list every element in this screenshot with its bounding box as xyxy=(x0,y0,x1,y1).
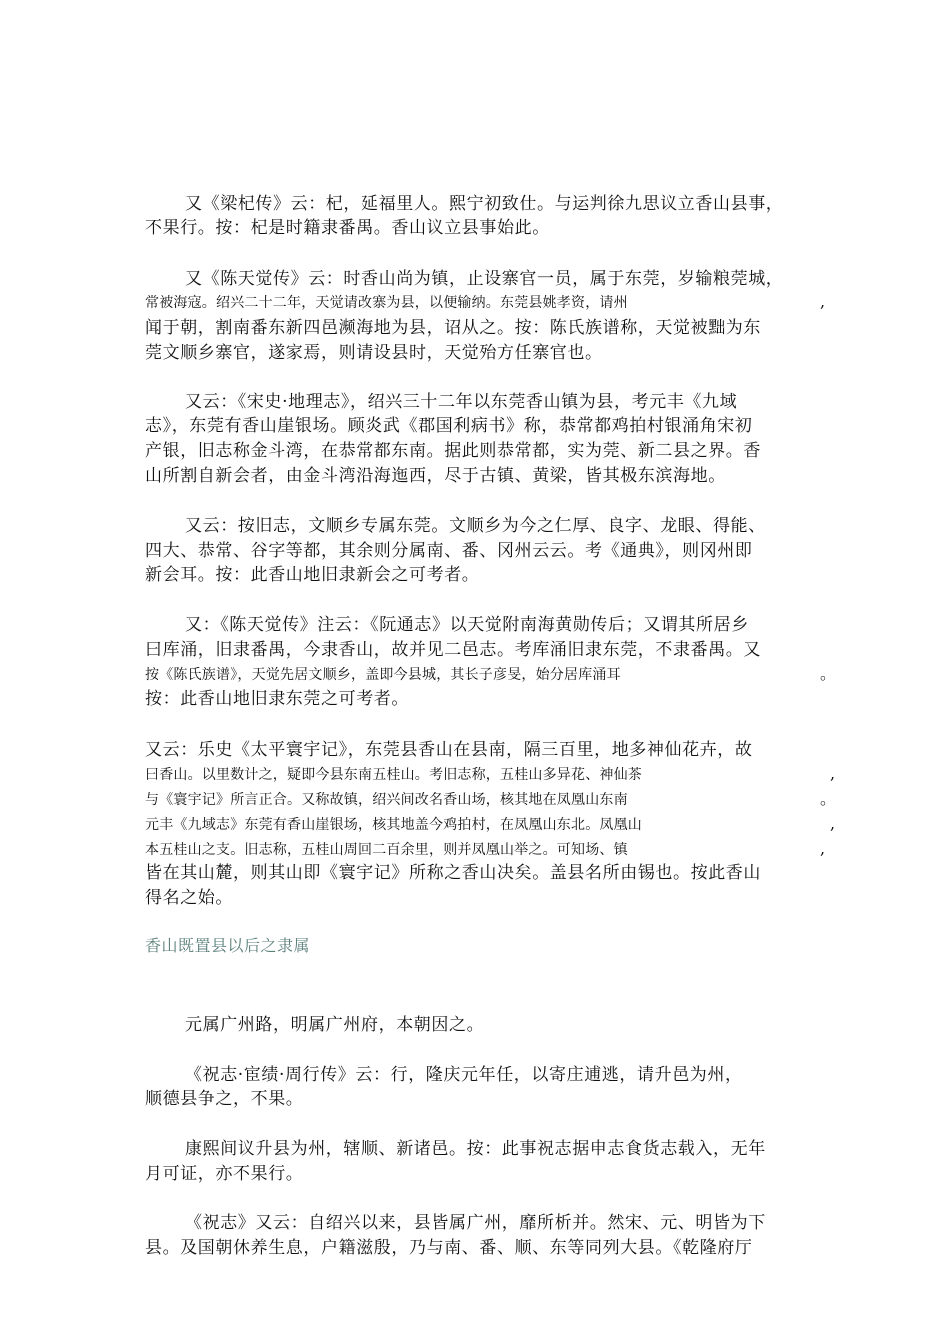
paragraph-6-line-6: 皆在其山麓，则其山即《寰宇记》所称之香山决矣。盖县名所由锡也。按此香山 xyxy=(145,863,761,883)
paragraph-3-line-4: 山所割自新会者，由金斗湾沿海迤西，尽于古镇、黄梁，皆其极东滨海地。 xyxy=(145,466,726,486)
paragraph-6-trailing-punct-1: , xyxy=(830,764,836,783)
paragraph-6-trailing-punct-3: , xyxy=(830,814,836,833)
paragraph-6-line-3: 与《寰宇记》所言正合。又称故镇，绍兴间改名香山场，核其地在凤凰山东南 xyxy=(145,792,628,808)
paragraph-5-line-3: 按《陈氏族谱》，天觉先居文顺乡，盖即今县城，其长子彦旻，始分居库涌耳 xyxy=(145,667,621,683)
section2-paragraph-2-line-2: 顺德县争之，不果。 xyxy=(145,1089,304,1109)
section2-paragraph-3-line-1: 康熙间议升县为州，辖顺、新诸邑。按：此事祝志据申志食货志载入，无年 xyxy=(185,1139,766,1159)
paragraph-5-line-2: 曰库涌，旧隶番禺，今隶香山，故并见二邑志。考库涌旧隶东莞，不隶番禺。又 xyxy=(145,640,761,660)
paragraph-6-line-1: 又云：乐史《太平寰宇记》，东莞县香山在县南，隔三百里，地多神仙花卉，故 xyxy=(145,740,753,760)
paragraph-6-line-2: 曰香山。以里数计之，疑即今县东南五桂山。考旧志称，五桂山多异花、神仙茶 xyxy=(145,767,642,783)
paragraph-4-line-1: 又云：按旧志，文顺乡专属东莞。文顺乡为今之仁厚、良字、龙眼、得能、 xyxy=(185,516,766,536)
paragraph-2-trailing-punct: , xyxy=(820,292,826,311)
paragraph-2-line-3: 闻于朝，割南番东新四邑濒海地为县，诏从之。按：陈氏族谱称，天觉被黜为东 xyxy=(145,318,761,338)
section-heading: 香山既置县以后之隶属 xyxy=(145,936,311,955)
paragraph-5-trailing-punct: 。 xyxy=(820,664,837,683)
section2-paragraph-1-line-1: 元属广州路，明属广州府，本朝因之。 xyxy=(185,1015,485,1035)
paragraph-6-line-7: 得名之始。 xyxy=(145,888,233,908)
paragraph-6-line-4: 元丰《九域志》东莞有香山崖银场，核其地盖今鸡拍村，在凤凰山东北。凤凰山 xyxy=(145,817,642,833)
paragraph-6-trailing-punct-4: , xyxy=(820,839,826,858)
paragraph-2-line-1: 又《陈天觉传》云：时香山尚为镇，止设寨官一员，属于东莞，岁输粮莞城， xyxy=(185,269,784,289)
paragraph-5-line-1: 又：《陈天觉传》注云：《阮通志》以天觉附南海黄勋传后；又谓其所居乡 xyxy=(185,615,749,635)
section2-paragraph-4-line-1: 《祝志》又云：自绍兴以来，县皆属广州，靡所析并。然宋、元、明皆为下 xyxy=(185,1213,766,1233)
section2-paragraph-3-line-2: 月可证，亦不果行。 xyxy=(145,1164,304,1184)
paragraph-1-line-2: 不果行。按：杞是时籍隶番禺。香山议立县事始此。 xyxy=(145,218,550,238)
paragraph-6-line-5: 本五桂山之支。旧志称，五桂山周回二百余里，则并凤凰山举之。可知场、镇 xyxy=(145,842,628,858)
paragraph-2-line-4: 莞文顺乡寨官，遂家焉，则请设县时，天觉殆方任寨官也。 xyxy=(145,343,603,363)
section2-paragraph-2-line-1: 《祝志·宦绩·周行传》云：行，隆庆元年任，以寄庄逋逃，请升邑为州， xyxy=(185,1065,743,1085)
paragraph-6-trailing-punct-2: 。 xyxy=(820,789,837,808)
paragraph-3-line-3: 产银，旧志称金斗湾，在恭常都东南。据此则恭常都，实为莞、新二县之界。香 xyxy=(145,441,761,461)
paragraph-1-line-1: 又《梁杞传》云：杞，延福里人。熙宁初致仕。与运判徐九思议立香山县事， xyxy=(185,194,784,214)
section2-paragraph-4-line-2: 县。及国朝休养生息，户籍滋殷，乃与南、番、顺、东等同列大县。《乾隆府厅 xyxy=(145,1238,753,1258)
paragraph-3-line-1: 又云：《宋史·地理志》，绍兴三十二年以东莞香山镇为县，考元丰《九域 xyxy=(185,392,738,412)
paragraph-2-line-2: 常被海寇。绍兴二十二年，天觉请改寨为县，以便输纳。东莞县姚孝资，请州 xyxy=(145,295,628,311)
paragraph-5-line-4: 按：此香山地旧隶东莞之可考者。 xyxy=(145,689,409,709)
paragraph-4-line-2: 四大、恭常、谷字等都，其余则分属南、番、冈州云云。考《通典》，则冈州即 xyxy=(145,541,753,561)
paragraph-3-line-2: 志》，东莞有香山崖银场。顾炎武《郡国利病书》称，恭常都鸡拍村银涌角宋初 xyxy=(145,416,753,436)
paragraph-4-line-3: 新会耳。按：此香山地旧隶新会之可考者。 xyxy=(145,565,480,585)
